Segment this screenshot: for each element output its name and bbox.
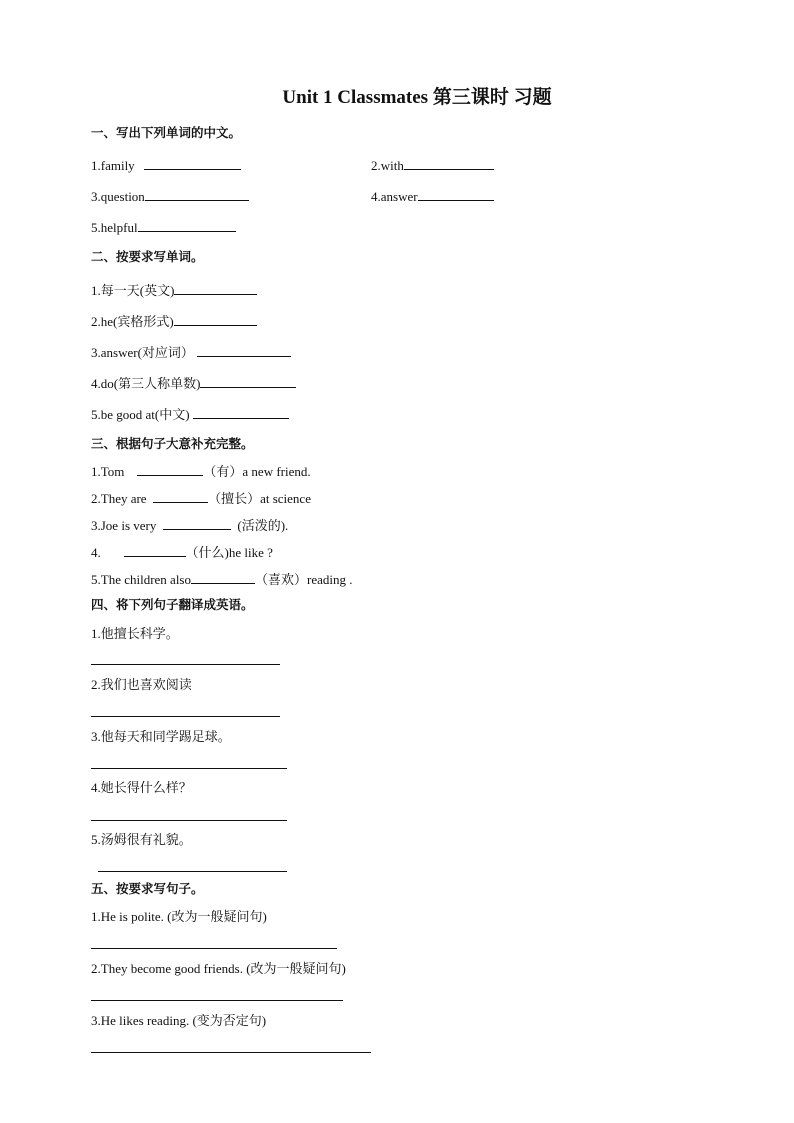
s4-item-2: 2.我们也喜欢阅读 [91, 677, 192, 692]
s5-item-1: 1.He is polite. (改为一般疑问句) [91, 909, 267, 924]
answer-blank[interactable] [138, 220, 236, 232]
s1-item-2: 2.with [371, 158, 494, 172]
s4-item-3: 3.他每天和同学踢足球。 [91, 729, 231, 744]
answer-blank[interactable] [191, 572, 255, 584]
answer-blank[interactable] [153, 491, 208, 503]
s5-item-2: 2.They become good friends. (改为一般疑问句) [91, 961, 346, 976]
answer-line[interactable] [91, 664, 280, 665]
answer-blank[interactable] [404, 158, 494, 170]
s1-item-3: 3.question [91, 189, 249, 203]
s3-item-4: 4. （什么)he like ? [91, 545, 273, 560]
answer-blank[interactable] [174, 314, 257, 326]
answer-blank[interactable] [197, 345, 291, 357]
section-2-heading: 二、按要求写单词。 [91, 250, 204, 264]
s4-item-1: 1.他擅长科学。 [91, 626, 179, 641]
s1-item-1: 1.family [91, 158, 241, 172]
answer-blank[interactable] [145, 189, 249, 201]
s1-item-5: 5.helpful [91, 220, 236, 234]
answer-line[interactable] [91, 1052, 371, 1053]
answer-line[interactable] [91, 820, 287, 821]
s3-item-1: 1.Tom （有）a new friend. [91, 464, 311, 479]
answer-blank[interactable] [200, 376, 296, 388]
s2-item-2: 2.he(宾格形式) [91, 314, 257, 328]
section-1-heading: 一、写出下列单词的中文。 [91, 126, 242, 140]
answer-blank[interactable] [124, 545, 186, 557]
answer-blank[interactable] [144, 158, 241, 170]
answer-line[interactable] [91, 1000, 343, 1001]
answer-line[interactable] [91, 716, 280, 717]
s1-item-4: 4.answer [371, 189, 494, 203]
s4-item-5: 5.汤姆很有礼貌。 [91, 832, 192, 847]
s3-item-3: 3.Joe is very (活泼的). [91, 518, 289, 533]
section-4-heading: 四、将下列句子翻译成英语。 [91, 598, 254, 612]
s2-item-5: 5.be good at(中文) [91, 407, 289, 421]
answer-line[interactable] [98, 871, 287, 872]
answer-blank[interactable] [418, 189, 494, 201]
answer-line[interactable] [91, 768, 287, 769]
page-title: Unit 1 Classmates 第三课时 习题 [282, 87, 552, 108]
section-5-heading: 五、按要求写句子。 [91, 882, 204, 896]
answer-blank[interactable] [193, 407, 289, 419]
s3-item-2: 2.They are （擅长）at science [91, 491, 311, 506]
section-3-heading: 三、根据句子大意补充完整。 [91, 437, 254, 451]
s2-item-4: 4.do(第三人称单数) [91, 376, 296, 390]
s2-item-1: 1.每一天(英文) [91, 283, 257, 297]
answer-blank[interactable] [163, 518, 231, 530]
answer-line[interactable] [91, 948, 337, 949]
answer-blank[interactable] [137, 464, 203, 476]
s2-item-3: 3.answer(对应词） [91, 345, 291, 359]
answer-blank[interactable] [174, 283, 257, 295]
s5-item-3: 3.He likes reading. (变为否定句) [91, 1013, 267, 1028]
s3-item-5: 5.The children also （喜欢）reading . [91, 572, 353, 587]
s4-item-4: 4.她长得什么样？ [91, 780, 192, 795]
